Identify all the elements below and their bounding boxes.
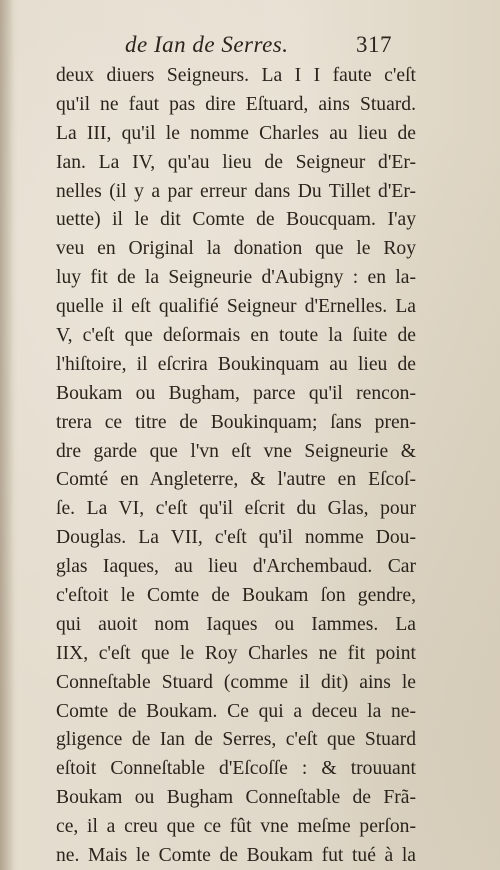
text-line: trera ce titre de Boukinquam; ſans pren- bbox=[56, 411, 416, 433]
text-line: La III, qu'il le nomme Charles au lieu de bbox=[56, 122, 416, 144]
text-line: uette) il le dit Comte de Boucquam. I'ay bbox=[56, 209, 416, 231]
text-line: deux diuers Seigneurs. La I I faute c'eſt bbox=[56, 65, 416, 86]
text-line: Comté en Angleterre, & l'autre en Eſcoſ- bbox=[56, 469, 416, 491]
text-line: qu'il ne faut pas dire Eſtuard, ains Stuard. bbox=[56, 93, 416, 115]
text-line: ce, il a creu que ce fût vne meſme perſon- bbox=[56, 816, 416, 838]
gutter-shadow bbox=[0, 0, 14, 870]
text-line: veu en Original la donation que le Roy bbox=[56, 238, 416, 260]
text-line: c'eſtoit le Comte de Boukam ſon gendre, bbox=[56, 585, 416, 607]
text-line: V, c'eſt que deſormais en toute la ſuite de bbox=[56, 325, 416, 347]
text-line: ne. Mais le Comte de Boukam fut tué à la bbox=[56, 845, 416, 867]
text-line: quelle il eſt qualifié Seigneur d'Ernelles. La bbox=[56, 296, 416, 318]
text-line: gligence de Ian de Serres, c'eſt que Stuard bbox=[56, 729, 416, 751]
text-line: Boukam ou Bugham Conneſtable de Frã- bbox=[56, 787, 416, 809]
running-title: de Ian de Serres. bbox=[125, 32, 289, 57]
text-line: dre garde que l'vn eſt vne Seigneurie & bbox=[56, 440, 416, 462]
text-line: Comte de Boukam. Ce qui a deceu la ne- bbox=[56, 700, 416, 722]
text-line: IIX, c'eſt que le Roy Charles ne fit point bbox=[56, 642, 416, 664]
text-line: l'hiſtoire, il eſcrira Boukinquam au lieu de bbox=[56, 353, 416, 375]
text-line: glas Iaques, au lieu d'Archembaud. Car bbox=[56, 556, 416, 578]
text-line: eſtoit Conneſtable d'Eſcoſſe : & trouuant bbox=[56, 758, 416, 780]
text-line: Ian. La IV, qu'au lieu de Seigneur d'Er- bbox=[56, 151, 416, 173]
text-line: luy fit de la Seigneurie d'Aubigny : en la- bbox=[56, 267, 416, 289]
text-line: qui auoit nom Iaques ou Iammes. La bbox=[56, 613, 416, 635]
body-text bbox=[56, 62, 416, 870]
text-line: nelles (il y a par erreur dans Du Tillet d'Er- bbox=[56, 180, 416, 202]
text-line: ſe. La VI, c'eſt qu'il eſcrit du Glas, pour bbox=[56, 498, 416, 520]
page-number: 317 bbox=[356, 32, 392, 57]
text-line: Boukam ou Bugham, parce qu'il rencon- bbox=[56, 382, 416, 404]
text-line: Douglas. La VII, c'eſt qu'il nomme Dou- bbox=[56, 527, 416, 549]
page-header bbox=[0, 30, 500, 62]
text-line: Conneſtable Stuard (comme il dit) ains le bbox=[56, 671, 416, 693]
